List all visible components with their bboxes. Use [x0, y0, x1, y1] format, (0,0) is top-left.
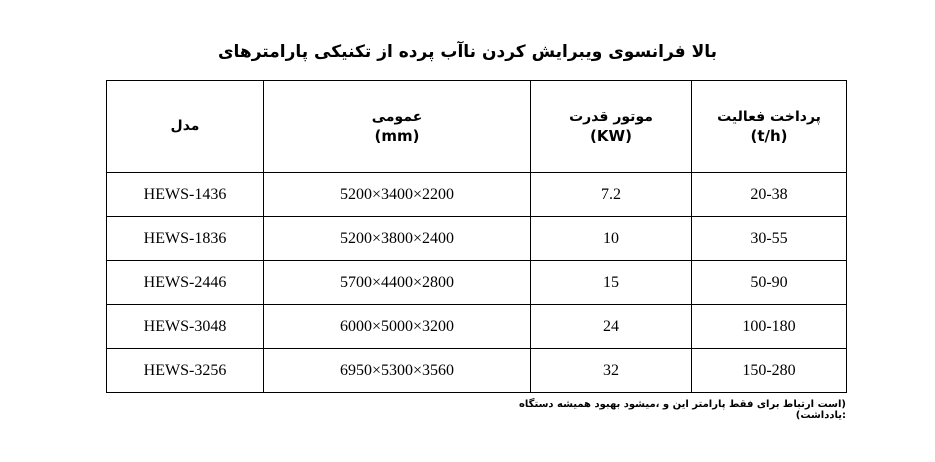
- table-row: [107, 261, 847, 305]
- cell-capacity: 20-38: [692, 173, 847, 217]
- cell-dimensions: 6000×5000×3200: [264, 305, 531, 349]
- table-row: [107, 305, 847, 349]
- cell-power: 24: [531, 305, 692, 349]
- header-model-label: مدل: [170, 118, 200, 134]
- document-title: بالا فرانسوی ویبرایش کردن ناآب پرده از تکنیکی پارامترهای: [217, 42, 718, 62]
- header-dimensions-unit: (mm): [374, 126, 420, 145]
- cell-model: HEWS-1836: [107, 217, 264, 261]
- table-row: [107, 217, 847, 261]
- footnote: (است ارتباط برای فقط پارامتر این و ،میشود بهبود همیشه دستگاه :یادداشت): [519, 399, 846, 421]
- table-header-row: [107, 81, 847, 173]
- cell-dimensions: 5700×4400×2800: [264, 261, 531, 305]
- header-dimensions-label: عمومی: [371, 108, 423, 125]
- cell-dimensions: 5200×3400×2200: [264, 173, 531, 217]
- cell-dimensions: 6950×5300×3560: [264, 349, 531, 393]
- header-power-unit: (KW): [590, 126, 632, 145]
- header-model: [107, 81, 264, 173]
- header-capacity-unit: (t/h): [750, 126, 788, 145]
- header-dimensions: [264, 81, 531, 173]
- cell-capacity: 30-55: [692, 217, 847, 261]
- parameters-table: [106, 80, 847, 393]
- header-capacity: [692, 81, 847, 173]
- cell-power: 10: [531, 217, 692, 261]
- cell-model: HEWS-3048: [107, 305, 264, 349]
- cell-power: 7.2: [531, 173, 692, 217]
- cell-power: 15: [531, 261, 692, 305]
- header-capacity-label: پرداخت فعالیت: [717, 108, 821, 125]
- cell-capacity: 150-280: [692, 349, 847, 393]
- cell-model: HEWS-2446: [107, 261, 264, 305]
- cell-model: HEWS-3256: [107, 349, 264, 393]
- table-row: [107, 349, 847, 393]
- cell-power: 32: [531, 349, 692, 393]
- table-row: [107, 173, 847, 217]
- cell-capacity: 100-180: [692, 305, 847, 349]
- header-power: [531, 81, 692, 173]
- cell-model: HEWS-1436: [107, 173, 264, 217]
- header-power-label: موتور قدرت: [569, 108, 653, 125]
- cell-capacity: 50-90: [692, 261, 847, 305]
- cell-dimensions: 5200×3800×2400: [264, 217, 531, 261]
